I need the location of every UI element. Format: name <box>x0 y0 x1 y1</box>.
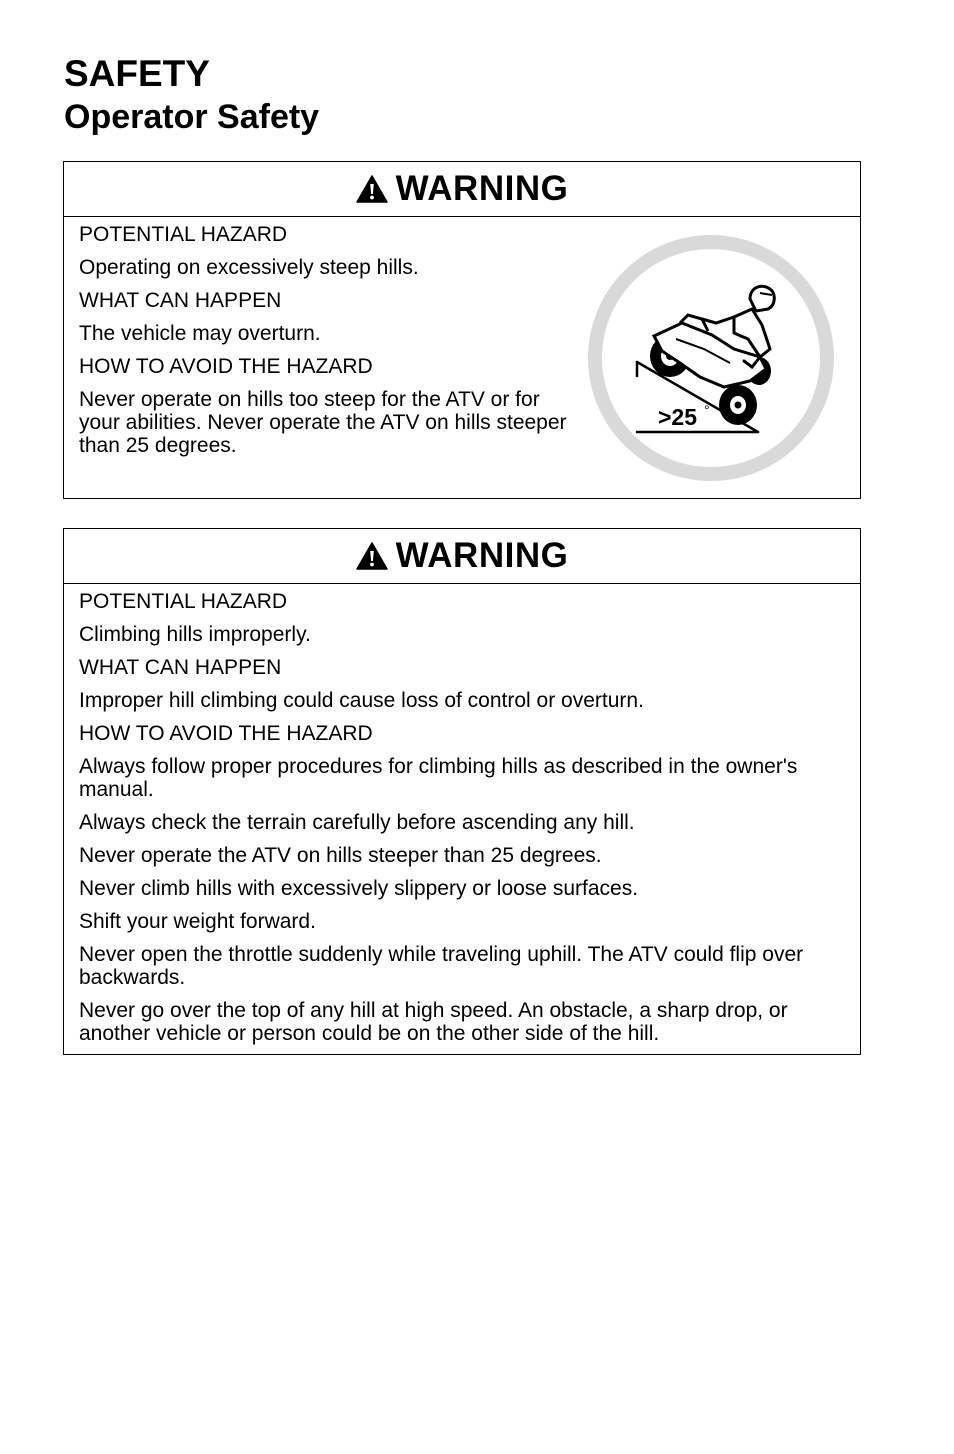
warning-box-steep-hills <box>63 161 861 499</box>
consequence-heading: WHAT CAN HAPPEN <box>79 289 282 312</box>
consequence-description: The vehicle may overturn. <box>79 322 321 345</box>
warning-triangle-icon <box>356 175 388 203</box>
avoidance-instruction: Never open the throttle suddenly while traveling uphill. The ATV could flip over backwards. <box>79 943 804 989</box>
hazard-heading: POTENTIAL HAZARD <box>79 223 288 246</box>
avoidance-instructions: Never operate on hills too steep for the ATV or for your abilities. Never operate the ATV on hills steeper than 25 degrees. <box>79 388 567 457</box>
warning-triangle-icon <box>356 542 388 570</box>
warning-body <box>64 217 860 457</box>
avoidance-instruction: Never climb hills with excessively slippery or loose surfaces. <box>79 877 639 900</box>
avoidance-instruction: Always follow proper procedures for climbing hills as described in the owner's manual. <box>79 755 798 801</box>
no-steep-hill-atv-icon <box>584 231 838 485</box>
consequence-heading: WHAT CAN HAPPEN <box>79 656 282 679</box>
page-title: SAFETY <box>64 53 210 94</box>
avoidance-instruction: Always check the terrain carefully before ascending any hill. <box>79 811 635 834</box>
warning-header <box>64 529 860 584</box>
page-subtitle: Operator Safety <box>64 98 320 136</box>
avoidance-heading: HOW TO AVOID THE HAZARD <box>79 722 373 745</box>
avoidance-instruction: Never go over the top of any hill at high speed. An obstacle, a sharp drop, or another vehicle or person could be on the other side of the hill. <box>79 999 788 1045</box>
warning-header <box>64 162 860 217</box>
hazard-heading: POTENTIAL HAZARD <box>79 590 288 613</box>
warning-title: WARNING <box>395 536 569 575</box>
degree-symbol: ° <box>704 402 710 418</box>
avoidance-heading: HOW TO AVOID THE HAZARD <box>79 355 373 378</box>
warning-box-climbing-hills <box>63 528 861 1055</box>
avoidance-instruction: Shift your weight forward. <box>79 910 316 933</box>
hazard-description: Climbing hills improperly. <box>79 623 311 646</box>
hazard-description: Operating on excessively steep hills. <box>79 256 419 279</box>
slope-angle-label: >25 <box>658 404 698 430</box>
warning-body <box>64 584 860 1045</box>
warning-title: WARNING <box>395 169 569 208</box>
avoidance-instruction: Never operate the ATV on hills steeper than 25 degrees. <box>79 844 602 867</box>
consequence-description: Improper hill climbing could cause loss of control or overturn. <box>79 689 644 712</box>
